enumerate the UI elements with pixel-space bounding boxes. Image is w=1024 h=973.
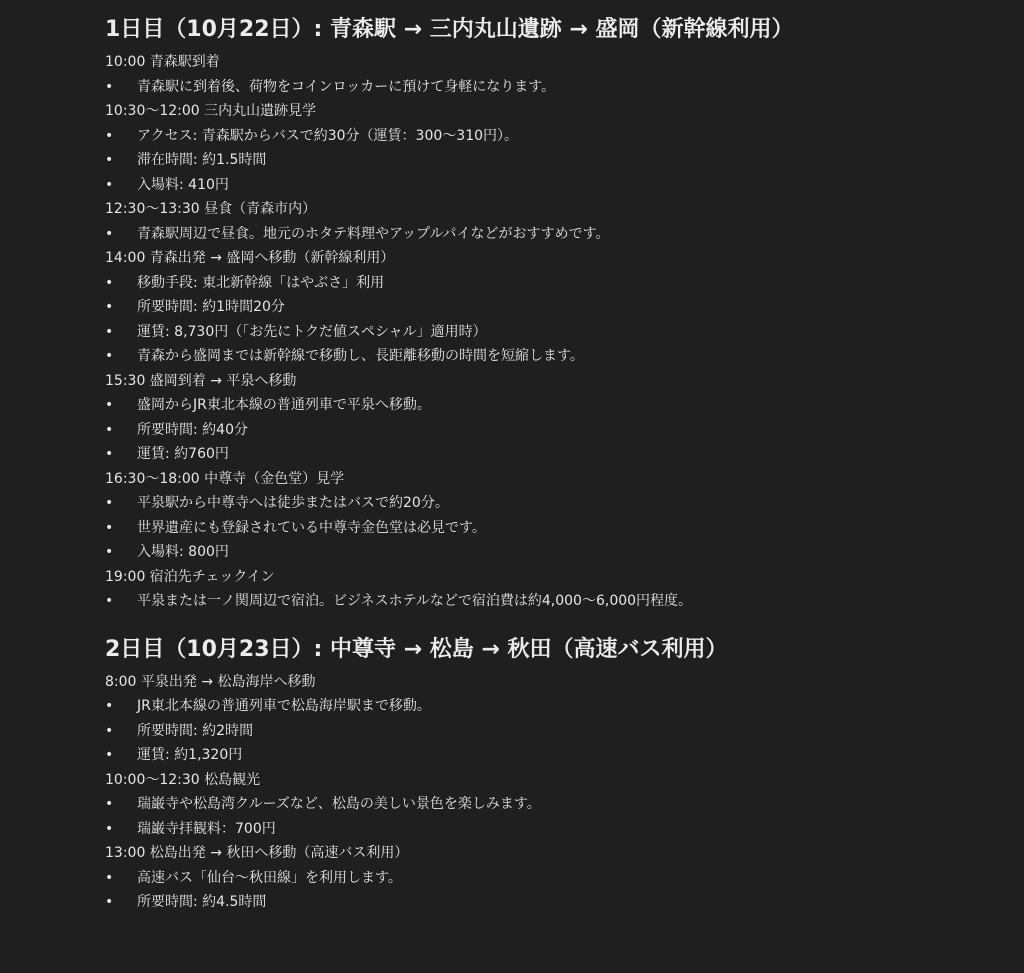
schedule-time-item: 12:30〜13:30 昼食（青森市内）	[105, 201, 317, 217]
list-item: • 所要時間: 約4.5時間	[105, 890, 795, 915]
schedule-time-item: 8:00 平泉出発 → 松島海岸へ移動	[105, 673, 316, 690]
list-item: • 盛岡からJR東北本線の普通列車で平泉へ移動。	[105, 393, 795, 418]
schedule-detail-list	[105, 589, 795, 614]
schedule-detail-list	[105, 124, 795, 198]
schedule-time-item: 13:00 松島出発 → 秋田へ移動（高速バス利用）	[105, 845, 409, 861]
list-item: • 瑞巌寺や松島湾クルーズなど、松島の美しい景色を楽しみます。	[105, 792, 795, 817]
list-item: • 高速バス「仙台〜秋田線」を利用します。	[105, 866, 795, 891]
list-item: • 所要時間: 約1時間20分	[105, 295, 795, 320]
schedule-detail-list	[105, 792, 795, 841]
list-item: • 青森駅周辺で昼食。地元のホタテ料理やアップルパイなどがおすすめです。	[105, 222, 795, 247]
list-item: • 青森駅に到着後、荷物をコインロッカーに預けて身軽になります。	[105, 75, 795, 100]
list-item: • JR東北本線の普通列車で松島海岸駅まで移動。	[105, 694, 795, 719]
list-item: • 所要時間: 約2時間	[105, 719, 795, 744]
schedule-detail-list	[105, 491, 795, 565]
schedule-detail-list	[105, 393, 795, 467]
list-item: • 運賃: 約760円	[105, 442, 795, 467]
day-section	[105, 14, 795, 614]
schedule-detail-list	[105, 866, 795, 915]
schedule-detail-list	[105, 222, 795, 247]
day-heading: 2日目（10月23日）: 中尊寺 → 松島 → 秋田（高速バス利用）	[105, 636, 728, 662]
list-item: • 入場料: 800円	[105, 540, 795, 565]
schedule-time-item: 15:30 盛岡到着 → 平泉へ移動	[105, 372, 297, 389]
list-item: • アクセス: 青森駅からバスで約30分（運賃：300〜310円）。	[105, 124, 795, 149]
schedule-detail-list	[105, 75, 795, 100]
list-item: • 入場料: 410円	[105, 173, 795, 198]
schedule-time-item: 10:30〜12:00 三内丸山遺跡見学	[105, 103, 317, 119]
list-item: • 瑞巌寺拝観料：700円	[105, 817, 795, 842]
day-heading: 1日目（10月22日）: 青森駅 → 三内丸山遺跡 → 盛岡（新幹線利用）	[105, 17, 794, 42]
schedule-time-item: 14:00 青森出発 → 盛岡へ移動（新幹線利用）	[105, 250, 395, 266]
schedule-time-item: 19:00 宿泊先チェックイン	[105, 568, 275, 585]
schedule-detail-list	[105, 694, 795, 768]
schedule-detail-list	[105, 271, 795, 369]
schedule-time-item: 10:00 青森駅到着	[105, 54, 220, 70]
list-item: • 運賃: 約1,320円	[105, 743, 795, 768]
list-item: • 滞在時間: 約1.5時間	[105, 148, 795, 173]
list-item: • 世界遺産にも登録されている中尊寺金色堂は必見です。	[105, 516, 795, 541]
list-item: • 移動手段: 東北新幹線「はやぶさ」利用	[105, 271, 795, 296]
list-item: • 運賃: 8,730円（「お先にトクだ値スペシャル」適用時）	[105, 320, 795, 345]
schedule-time-item: 10:00〜12:30 松島観光	[105, 771, 261, 788]
schedule-time-item: 16:30〜18:00 中尊寺（金色堂）見学	[105, 470, 345, 487]
itinerary-content	[105, 14, 795, 915]
list-item: • 青森から盛岡までは新幹線で移動し、長距離移動の時間を短縮します。	[105, 344, 795, 369]
list-item: • 所要時間: 約40分	[105, 418, 795, 443]
list-item: • 平泉または一ノ関周辺で宿泊。ビジネスホテルなどで宿泊費は約4,000〜6,000円程度。	[105, 589, 795, 614]
day-section	[105, 634, 795, 915]
list-item: • 平泉駅から中尊寺へは徒歩またはバスで約20分。	[105, 491, 795, 516]
